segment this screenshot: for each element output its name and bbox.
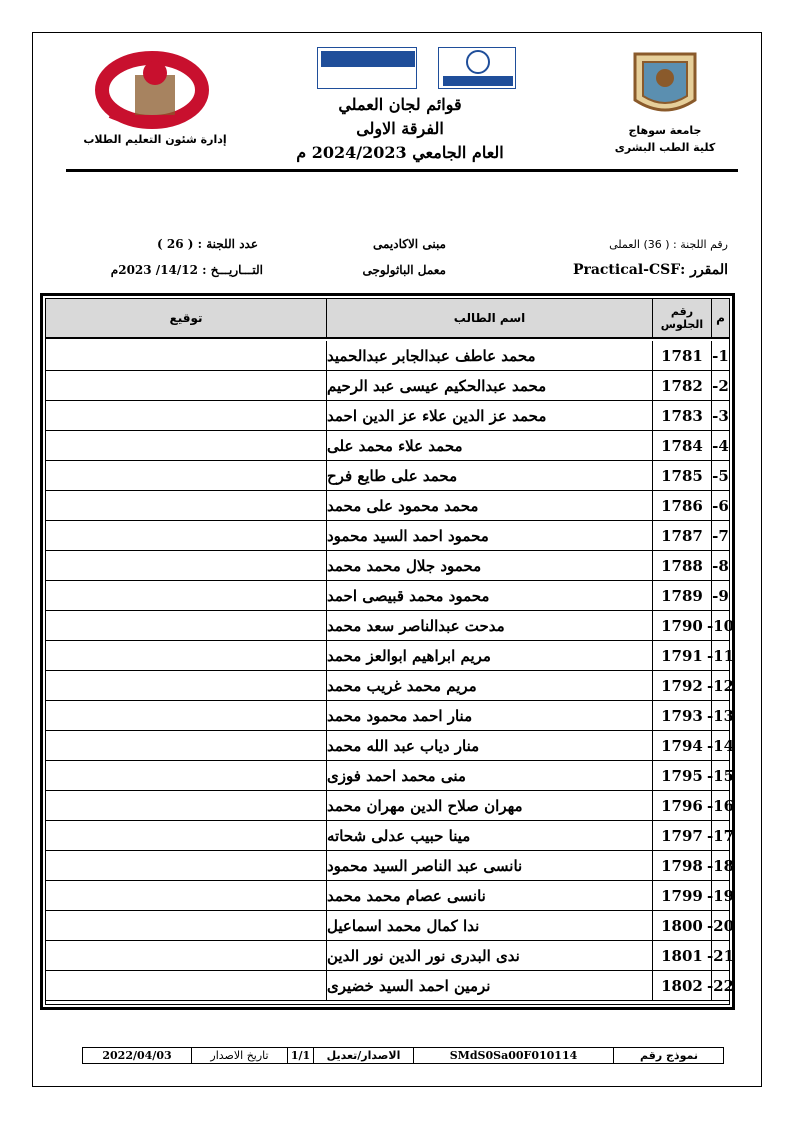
eqac-certification-logo bbox=[317, 47, 417, 89]
student-name: محمود جلال محمد محمد bbox=[326, 551, 652, 580]
seat-number: 1785 bbox=[652, 461, 711, 490]
table-row bbox=[46, 641, 735, 671]
row-number: -17 bbox=[711, 821, 729, 850]
signature-cell bbox=[46, 611, 326, 640]
student-name: محمد عاطف عبدالجابر عبدالحميد bbox=[326, 341, 652, 370]
aja-certification-logo bbox=[438, 47, 516, 89]
signature-cell bbox=[46, 941, 326, 970]
row-number: -6 bbox=[711, 491, 729, 520]
signature-cell bbox=[46, 671, 326, 700]
table-header-row bbox=[46, 299, 729, 339]
seat-number: 1790 bbox=[652, 611, 711, 640]
signature-cell bbox=[46, 371, 326, 400]
row-number: -21 bbox=[711, 941, 729, 970]
university-logo bbox=[625, 50, 705, 118]
form-footer bbox=[82, 1047, 724, 1064]
seat-number: 1797 bbox=[652, 821, 711, 850]
table-row bbox=[46, 911, 735, 941]
seat-number: 1799 bbox=[652, 881, 711, 910]
student-name: ندى البدرى نور الدين نور الدين bbox=[326, 941, 652, 970]
row-number: -13 bbox=[711, 701, 729, 730]
table-row bbox=[46, 971, 735, 1001]
university-name: جامعة سوهاج bbox=[628, 124, 702, 137]
title-line-3: العام الجامعي 2024/2023 م bbox=[296, 143, 504, 162]
row-number: -15 bbox=[711, 761, 729, 790]
table-row bbox=[46, 461, 729, 491]
seat-number: 1783 bbox=[652, 401, 711, 430]
student-name: نرمين احمد السيد خضيرى bbox=[326, 971, 652, 1000]
row-number: -11 bbox=[711, 641, 729, 670]
seat-number: 1789 bbox=[652, 581, 711, 610]
header-seat-number: رقم الجلوس bbox=[652, 299, 711, 337]
table-row bbox=[46, 581, 729, 611]
header-number: م bbox=[711, 299, 729, 337]
seat-number: 1795 bbox=[652, 761, 711, 790]
row-number: -9 bbox=[711, 581, 729, 610]
table-row bbox=[46, 671, 735, 701]
student-name: محمود احمد السيد محمود bbox=[326, 521, 652, 550]
signature-cell bbox=[46, 551, 326, 580]
table-row bbox=[46, 761, 735, 791]
row-number: -20 bbox=[711, 911, 729, 940]
student-name: محمد محمود على محمد bbox=[326, 491, 652, 520]
building-name: مبنى الاكاديمى bbox=[372, 237, 446, 251]
student-name: محمد على طايع فرح bbox=[326, 461, 652, 490]
university-block bbox=[600, 122, 730, 156]
version-value: 1/1 bbox=[287, 1048, 313, 1063]
student-name: منار احمد محمود محمد bbox=[326, 701, 652, 730]
row-number: -7 bbox=[711, 521, 729, 550]
row-number: -14 bbox=[711, 731, 729, 760]
row-number: -5 bbox=[711, 461, 729, 490]
row-number: -18 bbox=[711, 851, 729, 880]
seat-number: 1786 bbox=[652, 491, 711, 520]
header-signature: توقيع bbox=[169, 311, 203, 325]
signature-cell bbox=[46, 851, 326, 880]
student-name: مينا حبيب عدلى شحاته bbox=[326, 821, 652, 850]
student-name: مهران صلاح الدين مهران محمد bbox=[326, 791, 652, 820]
header-divider bbox=[66, 169, 738, 172]
student-name: محمد عبدالحكيم عيسى عبد الرحيم bbox=[326, 371, 652, 400]
row-number: -12 bbox=[711, 671, 729, 700]
row-number: -8 bbox=[711, 551, 729, 580]
table-row bbox=[46, 701, 735, 731]
signature-cell bbox=[46, 761, 326, 790]
table-row bbox=[46, 611, 735, 641]
signature-cell bbox=[46, 431, 326, 460]
table-row bbox=[46, 851, 735, 881]
issue-date-value: 2022/04/03 bbox=[102, 1049, 172, 1062]
table-row bbox=[46, 551, 729, 581]
signature-cell bbox=[46, 641, 326, 670]
lab-name: معمل الباثولوجى bbox=[362, 263, 446, 277]
seat-number: 1792 bbox=[652, 671, 711, 700]
student-name: مريم محمد غريب محمد bbox=[326, 671, 652, 700]
student-name: نانسى عبد الناصر السيد محمود bbox=[326, 851, 652, 880]
committee-number: رقم اللجنة : ( 36) العملى bbox=[609, 238, 728, 251]
table-row bbox=[46, 821, 735, 851]
students-table bbox=[45, 298, 735, 1005]
signature-cell bbox=[46, 791, 326, 820]
seat-number: 1793 bbox=[652, 701, 711, 730]
table-row bbox=[46, 371, 729, 401]
admin-department: إدارة شئون التعليم الطلاب bbox=[83, 133, 227, 146]
table-row bbox=[46, 731, 735, 761]
student-name: مدحت عبدالناصر سعد محمد bbox=[326, 611, 652, 640]
seat-number: 1781 bbox=[652, 341, 711, 370]
seat-number: 1788 bbox=[652, 551, 711, 580]
student-name: محمد عز الدين علاء عز الدين احمد bbox=[326, 401, 652, 430]
student-name: ندا كمال محمد اسماعيل bbox=[326, 911, 652, 940]
signature-cell bbox=[46, 821, 326, 850]
header-student-name: اسم الطالب bbox=[326, 299, 652, 337]
seat-number: 1798 bbox=[652, 851, 711, 880]
student-name: مريم ابراهيم ابوالعز محمد bbox=[326, 641, 652, 670]
seat-number: 1787 bbox=[652, 521, 711, 550]
row-number: -10 bbox=[711, 611, 729, 640]
student-name: محمد علاء محمد على bbox=[326, 431, 652, 460]
document-title bbox=[230, 93, 570, 165]
signature-cell bbox=[46, 881, 326, 910]
table-row bbox=[46, 341, 729, 371]
table-row bbox=[46, 431, 729, 461]
signature-cell bbox=[46, 581, 326, 610]
signature-cell bbox=[46, 491, 326, 520]
seat-number: 1796 bbox=[652, 791, 711, 820]
signature-cell bbox=[46, 401, 326, 430]
signature-cell bbox=[46, 701, 326, 730]
signature-cell bbox=[46, 971, 326, 1000]
row-number: -16 bbox=[711, 791, 729, 820]
signature-cell bbox=[46, 911, 326, 940]
signature-cell bbox=[46, 341, 326, 370]
seat-number: 1801 bbox=[652, 941, 711, 970]
version-label: الاصدار/تعديل bbox=[313, 1048, 413, 1063]
faculty-name: كلية الطب البشرى bbox=[614, 141, 716, 154]
exam-date: التـــاريـــخ : 14/12/ 2023م bbox=[110, 263, 263, 277]
row-number: -3 bbox=[711, 401, 729, 430]
table-row bbox=[46, 401, 729, 431]
student-name: منار دياب عبد الله محمد bbox=[326, 731, 652, 760]
table-row bbox=[46, 881, 735, 911]
signature-cell bbox=[46, 521, 326, 550]
signature-cell bbox=[46, 731, 326, 760]
signature-cell bbox=[46, 461, 326, 490]
row-number: -2 bbox=[711, 371, 729, 400]
student-name: منى محمد احمد فوزى bbox=[326, 761, 652, 790]
seat-number: 1791 bbox=[652, 641, 711, 670]
title-line-2: الفرقة الاولى bbox=[356, 119, 444, 138]
table-row bbox=[46, 491, 729, 521]
row-number: -22 bbox=[711, 971, 729, 1000]
title-line-1: قوائم لجان العملي bbox=[338, 95, 462, 114]
student-name: محمود محمد قبيصى احمد bbox=[326, 581, 652, 610]
seat-number: 1800 bbox=[652, 911, 711, 940]
student-name: نانسى عصام محمد محمد bbox=[326, 881, 652, 910]
form-number-value: SMdS0Sa00F010114 bbox=[413, 1048, 613, 1063]
row-number: -1 bbox=[711, 341, 729, 370]
issue-date-label: تاريخ الاصدار bbox=[191, 1048, 287, 1063]
table-row bbox=[46, 941, 735, 971]
seat-number: 1784 bbox=[652, 431, 711, 460]
table-row bbox=[46, 791, 735, 821]
form-number-label: نموذج رقم bbox=[613, 1048, 724, 1063]
seat-number: 1794 bbox=[652, 731, 711, 760]
row-number: -4 bbox=[711, 431, 729, 460]
table-row bbox=[46, 521, 729, 551]
seat-number: 1782 bbox=[652, 371, 711, 400]
faculty-logo bbox=[80, 45, 230, 130]
seat-number: 1802 bbox=[652, 971, 711, 1000]
course-name: المقرر :Practical-CSF bbox=[572, 262, 728, 278]
row-number: -19 bbox=[711, 881, 729, 910]
committee-count: عدد اللجنة : ( 26 ) bbox=[157, 237, 258, 251]
